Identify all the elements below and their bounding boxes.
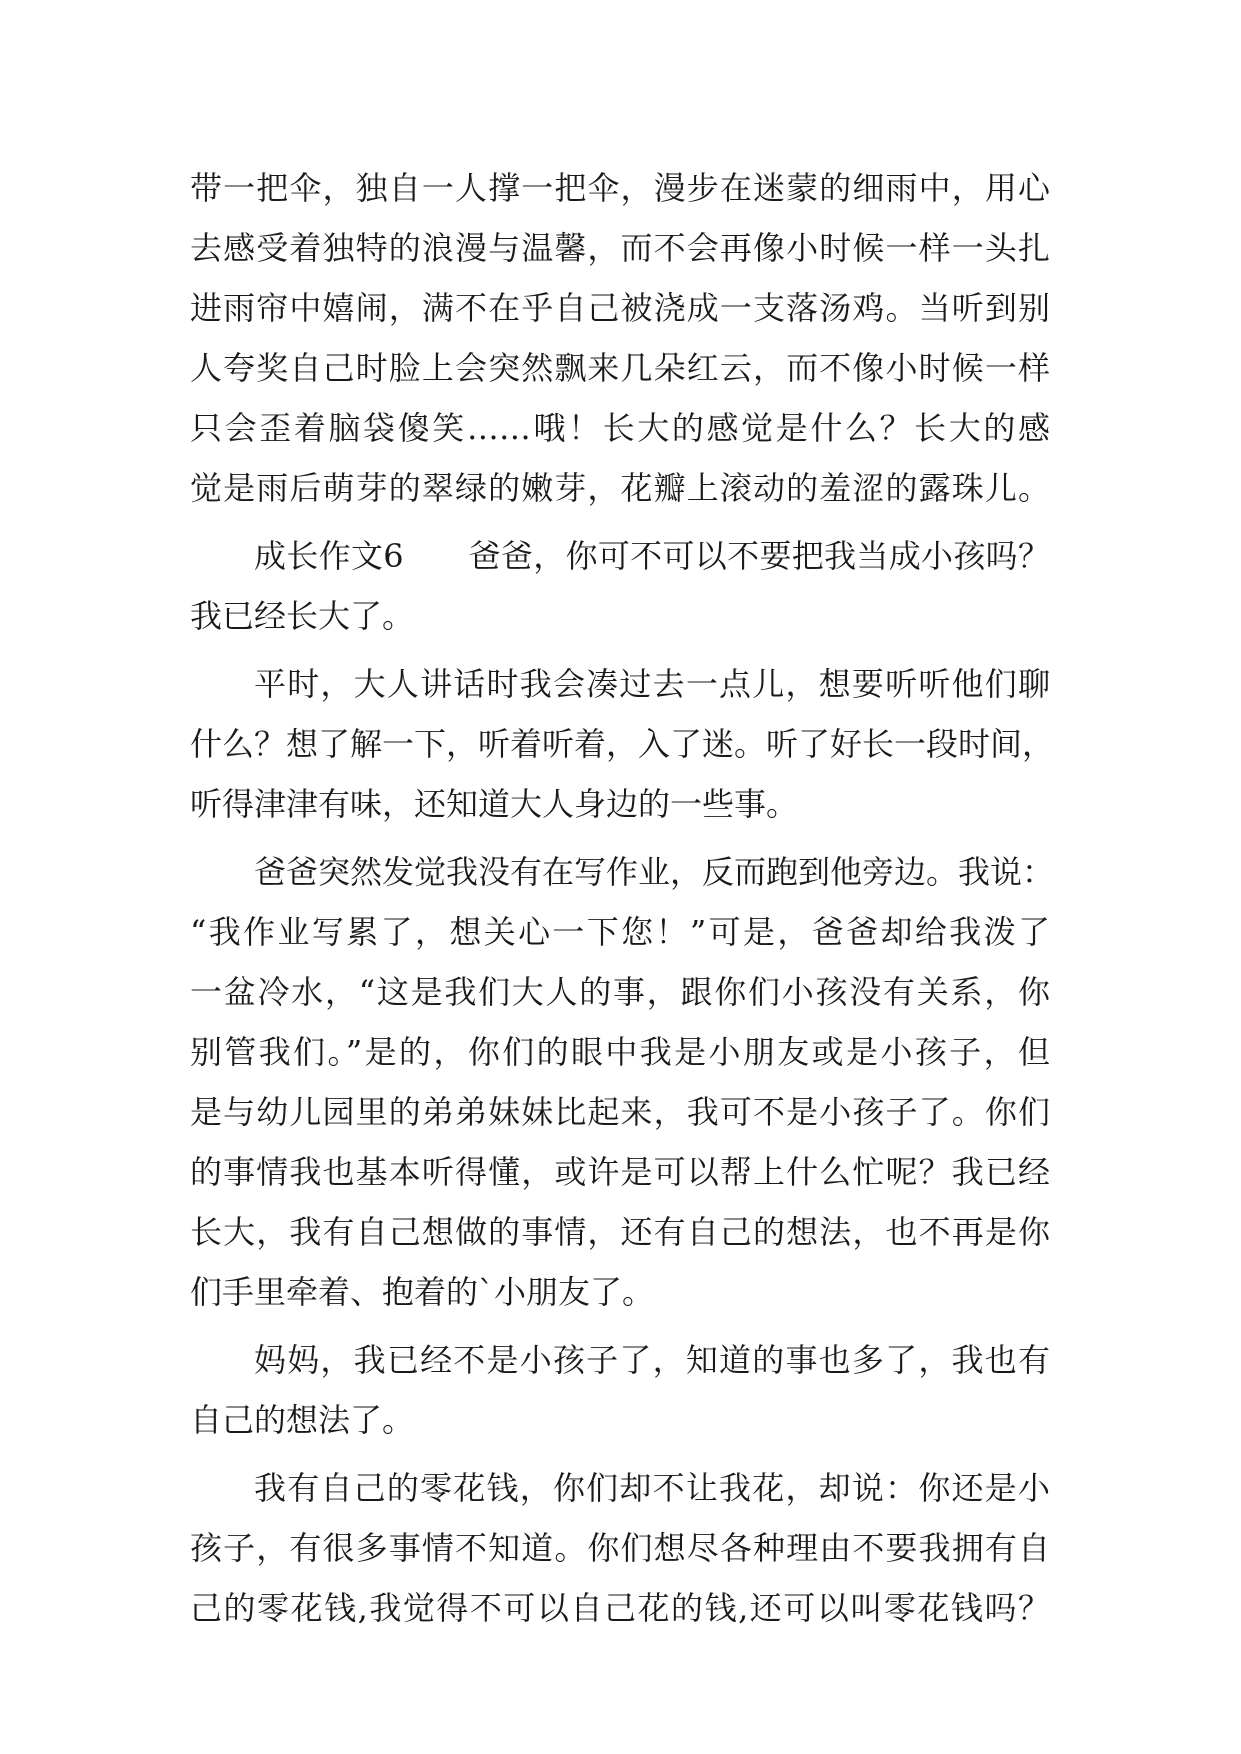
text-line: 听得津津有味，还知道大人身边的一些事。 — [190, 785, 799, 823]
text-line: 人夸奖自己时脸上会突然飘来几朵红云，而不像小时候一样 — [190, 349, 1050, 387]
text-line: 只会歪着脑袋傻笑……哦！长大的感觉是什么？长大的感 — [190, 409, 1050, 447]
document-body — [190, 158, 1055, 1638]
text-line: 什么？想了解一下，听着听着，入了迷。听了好长一段时间， — [190, 725, 1055, 763]
text-line: 成长作文6 爸爸，你可不可以不要把我当成小孩吗？ — [254, 537, 1050, 575]
paragraph-6 — [190, 1458, 1050, 1638]
text-line: “我作业写累了，想关心一下您！”可是，爸爸却给我泼了 — [190, 913, 1050, 951]
text-line: 孩子，有很多事情不知道。你们想尽各种理由不要我拥有自 — [190, 1529, 1050, 1567]
text-line: 带一把伞，独自一人撑一把伞，漫步在迷蒙的细雨中，用心 — [190, 169, 1050, 207]
text-line: 别管我们。”是的，你们的眼中我是小朋友或是小孩子，但 — [190, 1033, 1050, 1071]
text-line: 己的零花钱,我觉得不可以自己花的钱,还可以叫零花钱吗？ — [190, 1589, 1050, 1627]
text-line: 一盆冷水，“这是我们大人的事，跟你们小孩没有关系，你 — [190, 973, 1050, 1011]
text-line: 自己的想法了。 — [190, 1401, 415, 1439]
text-line: 妈妈，我已经不是小孩子了，知道的事也多了，我也有 — [254, 1341, 1050, 1379]
paragraph-1 — [190, 158, 1050, 518]
text-line: 长大，我有自己想做的事情，还有自己的想法，也不再是你 — [190, 1213, 1050, 1251]
text-line: 是与幼儿园里的弟弟妹妹比起来，我可不是小孩子了。你们 — [190, 1093, 1050, 1131]
text-line: 平时，大人讲话时我会凑过去一点儿，想要听听他们聊 — [254, 665, 1050, 703]
text-line: 进雨帘中嬉闹，满不在乎自己被浇成一支落汤鸡。当听到别 — [190, 289, 1050, 327]
paragraph-4 — [190, 842, 1055, 1322]
text-line: 爸爸突然发觉我没有在写作业，反而跑到他旁边。我说： — [254, 853, 1055, 891]
text-line: 去感受着独特的浪漫与温馨，而不会再像小时候一样一头扎 — [190, 229, 1050, 267]
paragraph-3 — [190, 654, 1055, 834]
text-line: 们手里牵着、抱着的`小朋友了。 — [190, 1273, 655, 1311]
text-line: 觉是雨后萌芽的翠绿的嫩芽，花瓣上滚动的羞涩的露珠儿。 — [190, 469, 1050, 507]
text-line: 的事情我也基本听得懂，或许是可以帮上什么忙呢？我已经 — [190, 1153, 1050, 1191]
paragraph-5 — [190, 1330, 1050, 1450]
text-line: 我有自己的零花钱，你们却不让我花，却说：你还是小 — [254, 1469, 1050, 1507]
text-line: 我已经长大了。 — [190, 597, 415, 635]
paragraph-2 — [190, 526, 1050, 646]
